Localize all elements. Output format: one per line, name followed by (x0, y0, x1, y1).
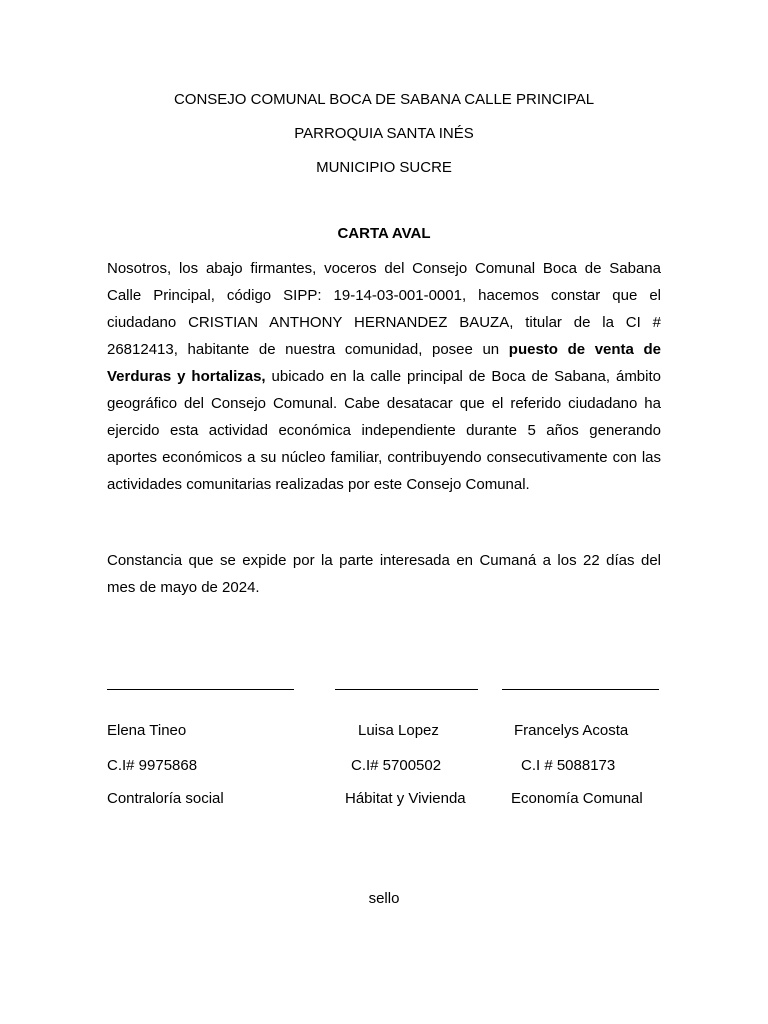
signature-line-1 (107, 689, 294, 690)
signatory-3-ci: C.I # 5088173 (521, 757, 616, 774)
signatory-1-role: Contraloría social (107, 790, 224, 807)
signatory-1-ci: C.I# 9975868 (107, 757, 198, 774)
seal-label: sello (368, 890, 400, 907)
signatory-2-ci: C.I# 5700502 (351, 757, 442, 774)
body-text-bold: puesto de venta de Verduras y hortalizas, (107, 341, 661, 385)
signatory-2-name: Luisa Lopez (358, 722, 439, 739)
signatory-1-name: Elena Tineo (107, 722, 187, 739)
body-paragraph (107, 255, 661, 498)
body-text-part1: Nosotros, los abajo firmantes, voceros del Consejo Comunal Boca de Sabana Calle Principal, código SIPP: 19-14-03-001-0001, hacemos constar que el ciudadano CRISTIAN ANTHONY HERNANDEZ BAUZA, titular de la CI # 26812413, habitante de nuestra comunidad, posee un (107, 260, 661, 358)
signature-line-3 (502, 689, 659, 690)
body-text-part2: ubicado en la calle principal de Boca de Sabana, ámbito geográfico del Consejo Comunal. Cabe desatacar que el referido ciudadano ha ejercido esta actividad económica independiente durante 5 años generando aportes económicos a su núcleo familiar, contribuyendo consecutivamente con las actividades comunitarias realizadas por este Consejo Comunal. (107, 368, 661, 493)
signature-line-2 (335, 689, 478, 690)
document-title: CARTA AVAL (337, 225, 431, 242)
header-council-name: CONSEJO COMUNAL BOCA DE SABANA CALLE PRINCIPAL (173, 91, 595, 108)
header-parish: PARROQUIA SANTA INÉS (294, 125, 474, 142)
header-municipality: MUNICIPIO SUCRE (316, 159, 452, 176)
signatory-3-role: Economía Comunal (511, 790, 643, 807)
signatory-3-name: Francelys Acosta (514, 722, 629, 739)
signatory-2-role: Hábitat y Vivienda (345, 790, 466, 807)
closing-paragraph: Constancia que se expide por la parte interesada en Cumaná a los 22 días del mes de mayo de 2024. (107, 552, 661, 596)
